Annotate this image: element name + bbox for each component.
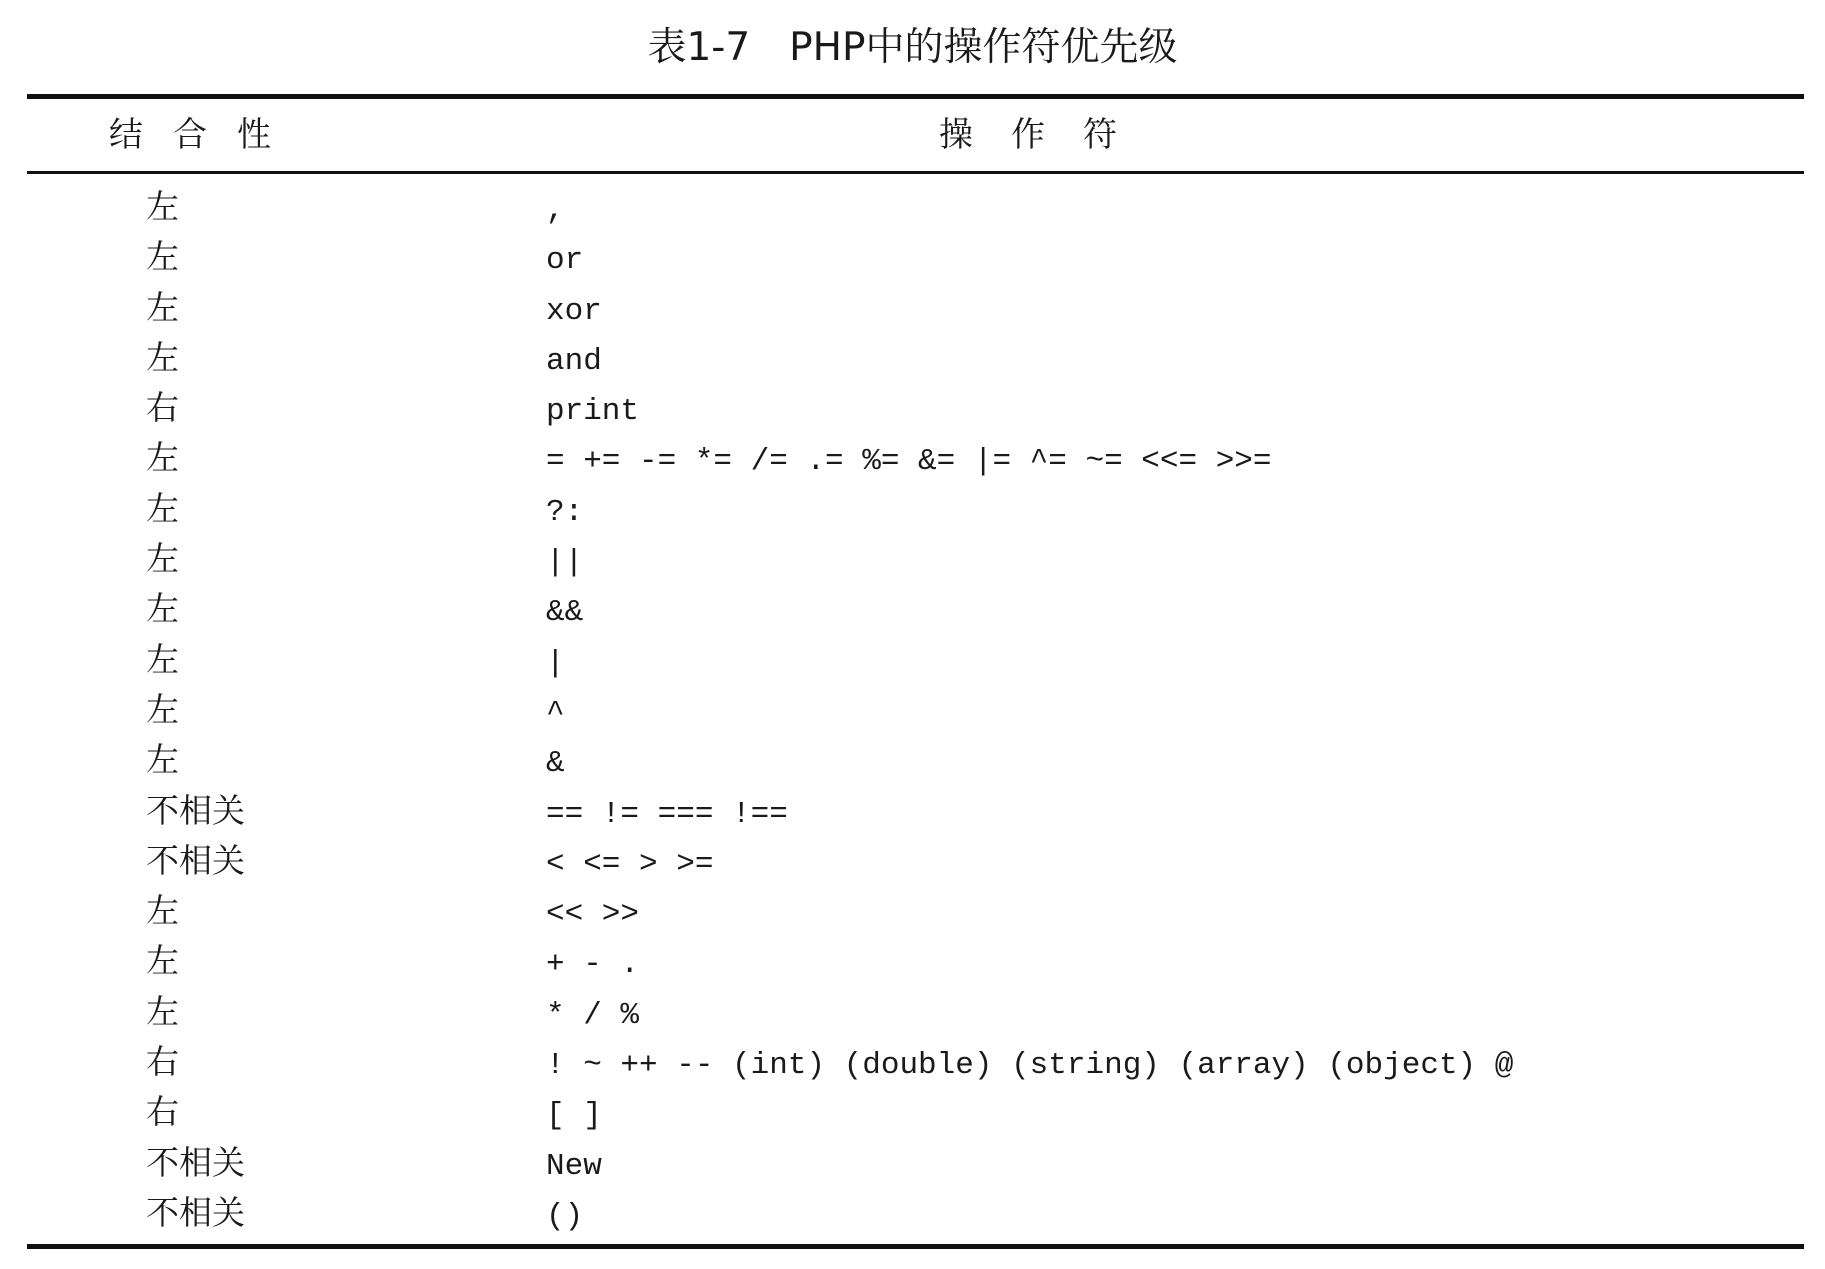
operator-cell: [ ] [546, 1098, 602, 1134]
associativity-cell: 右 [146, 388, 179, 428]
associativity-cell: 不相关 [146, 1192, 245, 1232]
associativity-cell: 左 [146, 589, 179, 629]
table-row [27, 836, 1804, 886]
associativity-cell: 左 [146, 891, 179, 931]
associativity-cell: 左 [146, 287, 179, 327]
operator-cell: and [546, 343, 602, 379]
table-bottom-rule [27, 1244, 1804, 1249]
associativity-cell: 左 [146, 740, 179, 780]
table-row [27, 786, 1804, 836]
associativity-cell: 左 [146, 488, 179, 528]
operator-cell: << >> [546, 897, 640, 933]
associativity-cell: 左 [146, 689, 179, 729]
table-row [27, 1188, 1804, 1238]
associativity-cell: 左 [146, 187, 179, 226]
table-row [27, 735, 1804, 785]
operator-cell: ?: [546, 494, 584, 530]
table-row [27, 1037, 1804, 1087]
operator-cell: or [546, 243, 584, 279]
table-row [27, 886, 1804, 936]
associativity-cell: 不相关 [146, 1142, 245, 1182]
operator-cell: + - . [546, 947, 640, 983]
table-row [27, 232, 1804, 282]
associativity-cell: 不相关 [146, 790, 245, 830]
table-header-row [27, 99, 1804, 171]
table-row [27, 383, 1804, 433]
operator-cell: < <= > >= [546, 846, 714, 882]
table-row [27, 936, 1804, 986]
table-caption: 表1-7 PHP中的操作符优先级 [647, 25, 1178, 70]
table-row [27, 635, 1804, 685]
associativity-cell: 左 [146, 991, 179, 1031]
header-associativity: 结合性 [109, 115, 301, 155]
operator-cell: | [546, 645, 565, 681]
table-body [27, 174, 1804, 1238]
operator-cell: () [546, 1198, 584, 1234]
operator-cell: || [546, 545, 584, 581]
table-row [27, 987, 1804, 1037]
associativity-cell: 左 [146, 337, 179, 377]
associativity-cell: 左 [146, 941, 179, 981]
table-row [27, 1087, 1804, 1137]
operator-cell: New [546, 1148, 602, 1184]
table-row [27, 584, 1804, 634]
associativity-cell: 左 [146, 438, 179, 478]
operator-cell: xor [546, 293, 602, 329]
operator-cell: ! ~ ++ -- (int) (double) (string) (array) (object) @ [546, 1048, 1514, 1084]
operator-cell: ^ [546, 695, 565, 731]
table-row [27, 283, 1804, 333]
associativity-cell: 右 [146, 1042, 179, 1082]
associativity-cell: 左 [146, 237, 179, 277]
operator-cell: == != === !== [546, 796, 788, 832]
associativity-cell: 左 [146, 539, 179, 579]
table-row [27, 333, 1804, 383]
header-operator: 操作符 [939, 115, 1155, 155]
table-row [27, 685, 1804, 735]
associativity-cell: 左 [146, 639, 179, 679]
operator-cell: & [546, 746, 565, 782]
associativity-cell: 不相关 [146, 840, 245, 880]
table-row [27, 433, 1804, 483]
associativity-cell: 右 [146, 1092, 179, 1132]
operator-precedence-table [27, 94, 1804, 1249]
operator-cell: print [546, 394, 640, 430]
table-row [27, 534, 1804, 584]
table-row [27, 182, 1804, 232]
table-row [27, 484, 1804, 534]
operator-cell: , [546, 193, 565, 228]
table-row [27, 1138, 1804, 1188]
operator-cell: && [546, 595, 584, 631]
operator-cell: * / % [546, 997, 640, 1033]
operator-cell: = += -= *= /= .= %= &= |= ^= ~= <<= >>= [546, 444, 1272, 480]
